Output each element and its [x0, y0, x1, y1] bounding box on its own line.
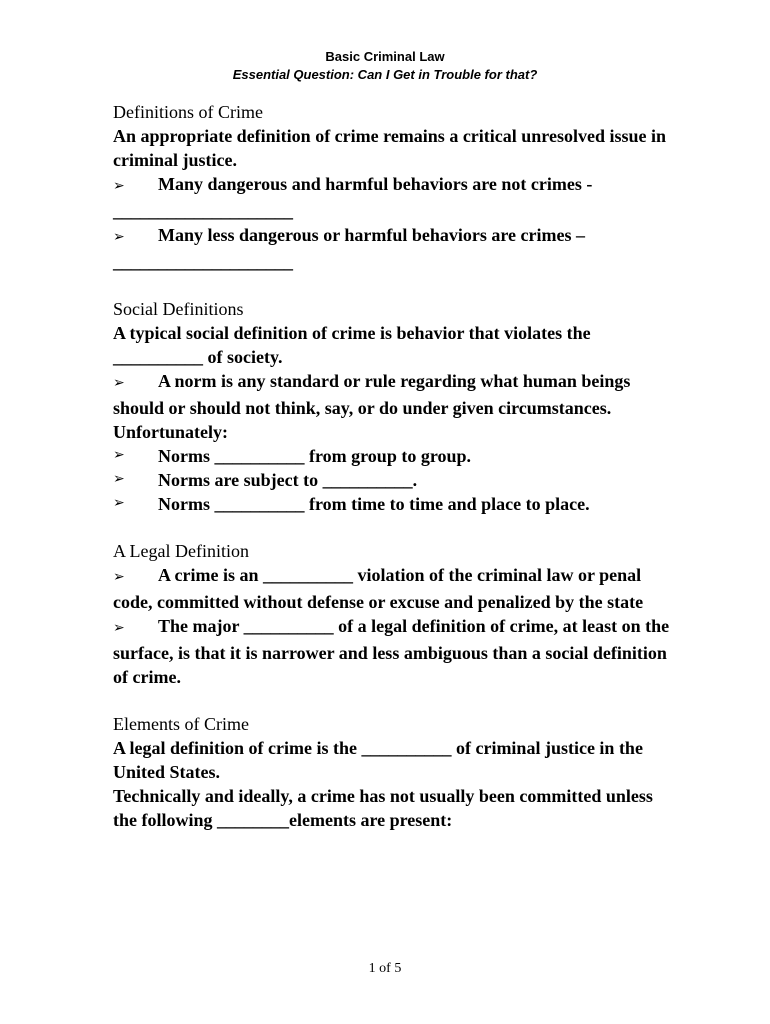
social-bullet-4 — [113, 492, 673, 516]
section-heading-definitions: Definitions of Crime — [113, 102, 263, 122]
section-heading-social: Social Definitions — [113, 299, 244, 319]
arrow-bullet-icon: ➢ — [113, 376, 125, 391]
document-body — [113, 100, 673, 832]
definitions-bullet-2-text: Many less dangerous or harmful behaviors are crimes – — [158, 225, 585, 245]
arrow-bullet-icon: ➢ — [113, 448, 125, 463]
answer-blank-1: ____________________ — [113, 201, 293, 221]
legal-bullet-1 — [113, 563, 673, 614]
social-bullet-3 — [113, 468, 673, 492]
answer-blank-2: ____________________ — [113, 252, 293, 272]
social-bullet-1 — [113, 369, 673, 444]
legal-bullet-2-text: The major __________ of a legal definition of crime, at least on the surface, is that it is narrower and less ambiguous than a social definition of crime. — [113, 616, 670, 687]
document-title: Basic Criminal Law — [325, 49, 445, 64]
social-bullet-2 — [113, 444, 673, 468]
essential-question: Essential Question: Can I Get in Trouble for that? — [232, 67, 538, 82]
arrow-bullet-icon: ➢ — [113, 496, 125, 511]
social-intro: A typical social definition of crime is behavior that violates the __________ of society. — [113, 323, 591, 367]
social-bullet-4-text: Norms __________ from time to time and place to place. — [158, 494, 590, 514]
elements-para-1: A legal definition of crime is the __________ of criminal justice in the United States. — [113, 738, 643, 782]
definitions-bullet-2 — [113, 223, 673, 250]
arrow-bullet-icon: ➢ — [113, 472, 125, 487]
section-heading-elements: Elements of Crime — [113, 714, 249, 734]
social-bullet-3-text: Norms are subject to __________. — [158, 470, 418, 490]
section-heading-legal: A Legal Definition — [113, 541, 249, 561]
definitions-bullet-1 — [113, 172, 673, 199]
social-bullet-2-text: Norms __________ from group to group. — [158, 446, 472, 466]
social-bullet-1-text: A norm is any standard or rule regarding what human beings should or should not think, say, or do under given circumstances. Unfortunately: — [113, 371, 631, 442]
definitions-bullet-1-text: Many dangerous and harmful behaviors are not crimes - — [158, 174, 593, 194]
legal-bullet-1-text: A crime is an __________ violation of the criminal law or penal code, committed without defense or excuse and penalized by the state — [113, 565, 644, 612]
arrow-bullet-icon: ➢ — [113, 179, 125, 194]
arrow-bullet-icon: ➢ — [113, 570, 125, 585]
page-number: 1 of 5 — [368, 961, 402, 976]
arrow-bullet-icon: ➢ — [113, 621, 125, 636]
elements-para-2: Technically and ideally, a crime has not usually been committed unless the following ________elements are present: — [113, 786, 653, 830]
legal-bullet-2 — [113, 614, 673, 689]
arrow-bullet-icon: ➢ — [113, 230, 125, 245]
definitions-intro: An appropriate definition of crime remains a critical unresolved issue in criminal justice. — [113, 126, 666, 170]
